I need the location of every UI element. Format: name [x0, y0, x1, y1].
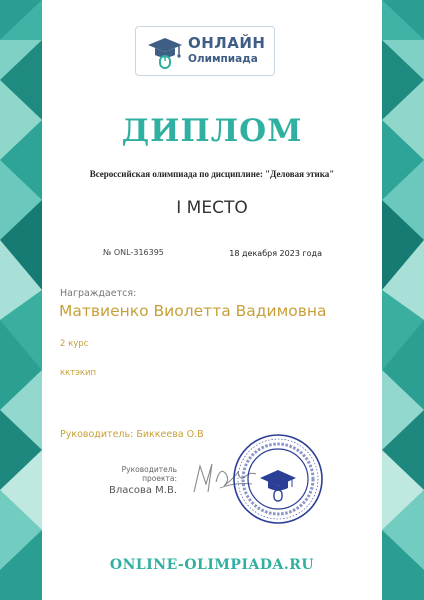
awarded-label: Награждается:	[60, 288, 137, 299]
awardee-course: 2 курс	[60, 339, 89, 349]
graduation-cap-mouse-icon	[146, 35, 184, 69]
logo-title: ОНЛАЙН	[188, 34, 266, 52]
awardee-name: Матвиенко Виолетта Вадимовна	[59, 302, 327, 320]
signatory-name: Власова М.В.	[108, 485, 177, 496]
online-olympiad-logo	[135, 26, 275, 76]
place-award: I МЕСТО	[176, 198, 248, 218]
logo-subtitle: Олимпиада	[188, 53, 258, 65]
signatory-role: Руководитель проекта:	[121, 465, 177, 484]
diploma-title: ДИПЛОМ	[121, 113, 303, 149]
olympiad-discipline: Всероссийская олимпиада по дисциплине: "Деловая этика"	[89, 169, 335, 179]
diploma-date: 18 декабря 2023 года	[229, 249, 322, 258]
supervisor-line: Руководитель: Биккеева О.В	[60, 429, 204, 440]
awardee-institution: кктэкип	[60, 368, 97, 378]
diploma-sheet	[42, 0, 382, 600]
diploma-number: № ONL-316395	[103, 248, 164, 257]
round-stamp	[232, 433, 324, 525]
website-footer: ONLINE-OLIMPIADA.RU	[109, 557, 315, 573]
